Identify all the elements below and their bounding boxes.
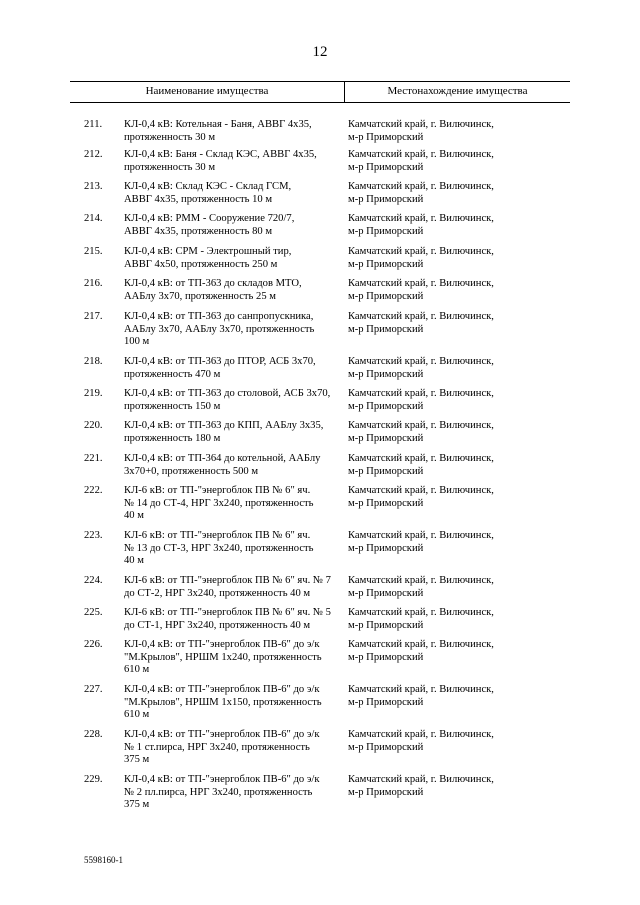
- property-name-line: КЛ-0,4 кВ: от ТП-363 до санпропускника,: [124, 311, 314, 322]
- property-location: [348, 530, 533, 555]
- property-name-line: 375 м: [124, 754, 150, 766]
- property-name-line: 100 м: [124, 336, 150, 348]
- row-number: 224.: [84, 575, 103, 586]
- row-number: 225.: [84, 607, 103, 618]
- property-location: [348, 119, 533, 144]
- property-location-line: м-р Приморский: [348, 258, 424, 270]
- property-location-line: м-р Приморский: [348, 465, 424, 477]
- property-location: [348, 420, 533, 445]
- property-location-line: м-р Приморский: [348, 225, 424, 237]
- property-location-line: м-р Приморский: [348, 696, 424, 708]
- property-location-line: Камчатский край, г. Вилючинск,: [348, 213, 494, 224]
- property-location: [348, 774, 533, 799]
- property-name-line: № 14 до СТ-4, НРГ 3х240, протяженность: [124, 497, 314, 509]
- property-name: [124, 356, 334, 381]
- property-location: [348, 453, 533, 478]
- property-name-line: "М.Крылов", НРШМ 1х240, протяженность: [124, 651, 322, 663]
- property-location-line: Камчатский край, г. Вилючинск,: [348, 311, 494, 322]
- property-name-line: КЛ-0,4 кВ: Баня - Склад КЭС, АВВГ 4х35,: [124, 149, 317, 160]
- row-number: 216.: [84, 278, 103, 289]
- property-location: [348, 575, 533, 600]
- property-location-line: м-р Приморский: [348, 193, 424, 205]
- property-location: [348, 213, 533, 238]
- row-number: 221.: [84, 453, 103, 464]
- property-location-line: м-р Приморский: [348, 619, 424, 631]
- property-name: [124, 639, 334, 677]
- property-location-line: м-р Приморский: [348, 741, 424, 753]
- property-location: [348, 485, 533, 510]
- property-location-line: Камчатский край, г. Вилючинск,: [348, 485, 494, 496]
- property-location-line: м-р Приморский: [348, 368, 424, 380]
- property-name-line: КЛ-6 кВ: от ТП-"энергоблок ПВ № 6" яч. № 7: [124, 575, 331, 586]
- property-name: [124, 485, 334, 523]
- row-number: 227.: [84, 684, 103, 695]
- property-name-line: КЛ-6 кВ: от ТП-"энергоблок ПВ № 6" яч.: [124, 485, 311, 496]
- property-name-line: КЛ-0,4 кВ: Склад КЭС - Склад ГСМ,: [124, 181, 292, 192]
- property-name: [124, 607, 334, 632]
- page-number: 12: [312, 44, 328, 60]
- property-name-line: КЛ-0,4 кВ: от ТП-363 до столовой, АСБ 3х70,: [124, 388, 331, 399]
- row-number: 211.: [84, 119, 103, 130]
- header-name: Наименование имущества: [145, 85, 269, 97]
- property-name-line: ААБлу 3х70, протяженность 25 м: [124, 290, 276, 302]
- property-name: [124, 149, 334, 174]
- property-location-line: м-р Приморский: [348, 497, 424, 509]
- property-name: [124, 119, 334, 144]
- row-number: 228.: [84, 729, 103, 740]
- property-location-line: Камчатский край, г. Вилючинск,: [348, 453, 494, 464]
- property-name-line: 3х70+0, протяженность 500 м: [124, 465, 259, 477]
- property-name-line: "М.Крылов", НРШМ 1х150, протяженность: [124, 696, 322, 708]
- property-location: [348, 246, 533, 271]
- property-name-line: протяженность 150 м: [124, 400, 221, 412]
- property-location: [348, 729, 533, 754]
- property-location-line: м-р Приморский: [348, 161, 424, 173]
- property-location-line: Камчатский край, г. Вилючинск,: [348, 420, 494, 431]
- property-name: [124, 278, 334, 303]
- property-location-line: Камчатский край, г. Вилючинск,: [348, 607, 494, 618]
- row-number: 229.: [84, 774, 103, 785]
- property-name-line: до СТ-1, НРГ 3х240, протяженность 40 м: [124, 619, 311, 631]
- property-location-line: м-р Приморский: [348, 786, 424, 798]
- property-name: [124, 530, 334, 568]
- row-number: 213.: [84, 181, 103, 192]
- property-location-line: м-р Приморский: [348, 290, 424, 302]
- property-name-line: ААБлу 3х70, ААБлу 3х70, протяженность: [124, 323, 315, 335]
- property-name-line: КЛ-0,4 кВ: от ТП-"энергоблок ПВ-6" до э/к: [124, 684, 320, 695]
- property-location-line: Камчатский край, г. Вилючинск,: [348, 246, 494, 257]
- property-name-line: протяженность 180 м: [124, 432, 221, 444]
- property-location-line: Камчатский край, г. Вилючинск,: [348, 181, 494, 192]
- property-location-line: м-р Приморский: [348, 432, 424, 444]
- property-name: [124, 388, 334, 413]
- property-location-line: Камчатский край, г. Вилючинск,: [348, 388, 494, 399]
- property-location-line: м-р Приморский: [348, 400, 424, 412]
- property-name-line: КЛ-0,4 кВ: Котельная - Баня, АВВГ 4х35,: [124, 119, 312, 130]
- row-number: 222.: [84, 485, 103, 496]
- property-location: [348, 149, 533, 174]
- row-number: 214.: [84, 213, 103, 224]
- property-location-line: Камчатский край, г. Вилючинск,: [348, 639, 494, 650]
- property-name-line: КЛ-0,4 кВ: РММ - Сооружение 720/7,: [124, 213, 295, 224]
- row-number: 220.: [84, 420, 103, 431]
- row-number: 226.: [84, 639, 103, 650]
- property-name: [124, 575, 334, 600]
- property-location: [348, 607, 533, 632]
- property-name: [124, 774, 334, 812]
- property-name-line: КЛ-0,4 кВ: от ТП-"энергоблок ПВ-6" до э/к: [124, 639, 320, 650]
- property-location-line: Камчатский край, г. Вилючинск,: [348, 119, 494, 130]
- row-number: 215.: [84, 246, 103, 257]
- property-name-line: КЛ-6 кВ: от ТП-"энергоблок ПВ № 6" яч. № 5: [124, 607, 331, 618]
- property-location-line: м-р Приморский: [348, 323, 424, 335]
- property-location: [348, 278, 533, 303]
- property-name-line: КЛ-0,4 кВ: от ТП-"энергоблок ПВ-6" до э/к: [124, 729, 320, 740]
- property-name-line: № 2 пл.пирса, НРГ 3х240, протяженность: [124, 786, 313, 798]
- row-number: 212.: [84, 149, 103, 160]
- property-name-line: 375 м: [124, 799, 150, 811]
- document-id: 5598160-1: [84, 855, 123, 865]
- property-name: [124, 420, 334, 445]
- property-location: [348, 311, 533, 336]
- property-location-line: Камчатский край, г. Вилючинск,: [348, 278, 494, 289]
- property-location: [348, 388, 533, 413]
- property-name-line: протяженность 30 м: [124, 161, 216, 173]
- property-name: [124, 729, 334, 767]
- property-name-line: КЛ-0,4 кВ: от ТП-"энергоблок ПВ-6" до э/к: [124, 774, 320, 785]
- row-number: 219.: [84, 388, 103, 399]
- property-location-line: Камчатский край, г. Вилючинск,: [348, 774, 494, 785]
- property-name: [124, 181, 334, 206]
- header-location: Местонахождение имущества: [387, 85, 528, 97]
- property-name: [124, 246, 334, 271]
- property-location: [348, 639, 533, 664]
- property-location-line: Камчатский край, г. Вилючинск,: [348, 149, 494, 160]
- property-location-line: м-р Приморский: [348, 587, 424, 599]
- property-location-line: м-р Приморский: [348, 131, 424, 143]
- property-name: [124, 453, 334, 478]
- property-name-line: АВВГ 4х35, протяженность 80 м: [124, 225, 273, 237]
- property-name-line: КЛ-0,4 кВ: от ТП-363 до КПП, ААБлу 3х35,: [124, 420, 324, 431]
- property-name-line: КЛ-0,4 кВ: от ТП-364 до котельной, ААБлу: [124, 453, 321, 464]
- property-name-line: протяженность 470 м: [124, 368, 221, 380]
- property-name-line: АВВГ 4х35, протяженность 10 м: [124, 193, 273, 205]
- property-location-line: Камчатский край, г. Вилючинск,: [348, 684, 494, 695]
- property-location: [348, 181, 533, 206]
- property-name-line: АВВГ 4х50, протяженность 250 м: [124, 258, 278, 270]
- property-name: [124, 684, 334, 722]
- property-name-line: № 1 ст.пирса, НРГ 3х240, протяженность: [124, 741, 310, 753]
- property-location-line: Камчатский край, г. Вилючинск,: [348, 729, 494, 740]
- property-name-line: КЛ-0,4 кВ: от ТП-363 до ПТОР, АСБ 3х70,: [124, 356, 316, 367]
- property-name: [124, 213, 334, 238]
- property-location-line: Камчатский край, г. Вилючинск,: [348, 356, 494, 367]
- property-name: [124, 311, 334, 349]
- property-name-line: КЛ-0,4 кВ: СРМ - Электрошный тир,: [124, 246, 292, 257]
- property-name-line: № 13 до СТ-3, НРГ 3х240, протяженность: [124, 542, 314, 554]
- property-name-line: 40 м: [124, 555, 144, 567]
- row-number: 218.: [84, 356, 103, 367]
- property-name-line: 610 м: [124, 664, 150, 676]
- property-location-line: Камчатский край, г. Вилючинск,: [348, 530, 494, 541]
- property-name-line: 610 м: [124, 709, 150, 721]
- property-location-line: Камчатский край, г. Вилючинск,: [348, 575, 494, 586]
- property-location: [348, 684, 533, 709]
- property-location-line: м-р Приморский: [348, 651, 424, 663]
- row-number: 223.: [84, 530, 103, 541]
- property-name-line: 40 м: [124, 510, 144, 522]
- property-name-line: КЛ-6 кВ: от ТП-"энергоблок ПВ № 6" яч.: [124, 530, 311, 541]
- property-name-line: до СТ-2, НРГ 3х240, протяженность 40 м: [124, 587, 311, 599]
- property-name-line: протяженность 30 м: [124, 131, 216, 143]
- property-location: [348, 356, 533, 381]
- row-number: 217.: [84, 311, 103, 322]
- property-location-line: м-р Приморский: [348, 542, 424, 554]
- property-name-line: КЛ-0,4 кВ: от ТП-363 до складов МТО,: [124, 278, 302, 289]
